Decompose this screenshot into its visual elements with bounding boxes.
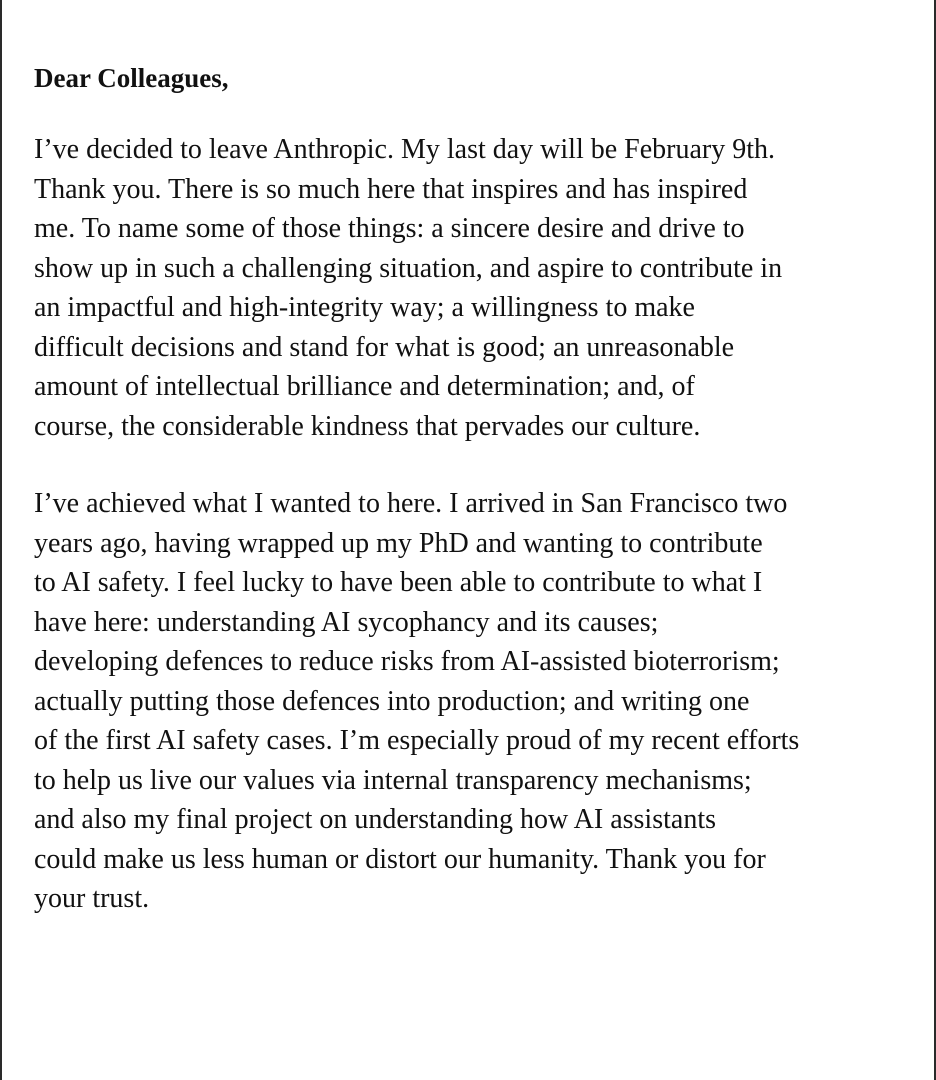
text-line: actually putting those defences into production; and writing one <box>34 685 750 717</box>
text-line: show up in such a challenging situation, and aspire to contribute in <box>34 252 783 284</box>
text-line: could make us less human or distort our humanity. Thank you for <box>34 843 766 875</box>
text-line: developing defences to reduce risks from AI-assisted bioterrorism; <box>34 646 780 677</box>
text-line: me. To name some of those things: a sincere desire and drive to <box>34 213 745 244</box>
text-line: Thank you. There is so much here that inspires and has inspired <box>34 173 748 205</box>
text-line: an impactful and high-integrity way; a willingness to make <box>34 292 695 323</box>
text-line: of the first AI safety cases. I’m especially proud of my recent efforts <box>34 725 800 756</box>
text-line: course, the considerable kindness that pervades our culture. <box>34 410 701 442</box>
text-line: and also my final project on understanding how AI assistants <box>34 804 716 835</box>
paragraph-1 <box>34 130 914 446</box>
paragraph-2 <box>34 484 914 919</box>
text-line: I’ve achieved what I wanted to here. I arrived in San Francisco two <box>34 488 788 519</box>
text-line: difficult decisions and stand for what is good; an unreasonable <box>34 331 735 363</box>
text-line: years ago, having wrapped up my PhD and wanting to contribute <box>34 527 763 559</box>
text-line: I’ve decided to leave Anthropic. My last day will be February 9th. <box>34 134 776 165</box>
text-line: your trust. <box>34 883 150 914</box>
text-line: have here: understanding AI sycophancy and its causes; <box>34 606 659 638</box>
text-line: amount of intellectual brilliance and determination; and, of <box>34 371 695 402</box>
text-line: to help us live our values via internal transparency mechanisms; <box>34 764 752 796</box>
text-line: to AI safety. I feel lucky to have been able to contribute to what I <box>34 567 763 598</box>
salutation: Dear Colleagues, <box>34 63 229 93</box>
letter-body <box>34 58 914 957</box>
